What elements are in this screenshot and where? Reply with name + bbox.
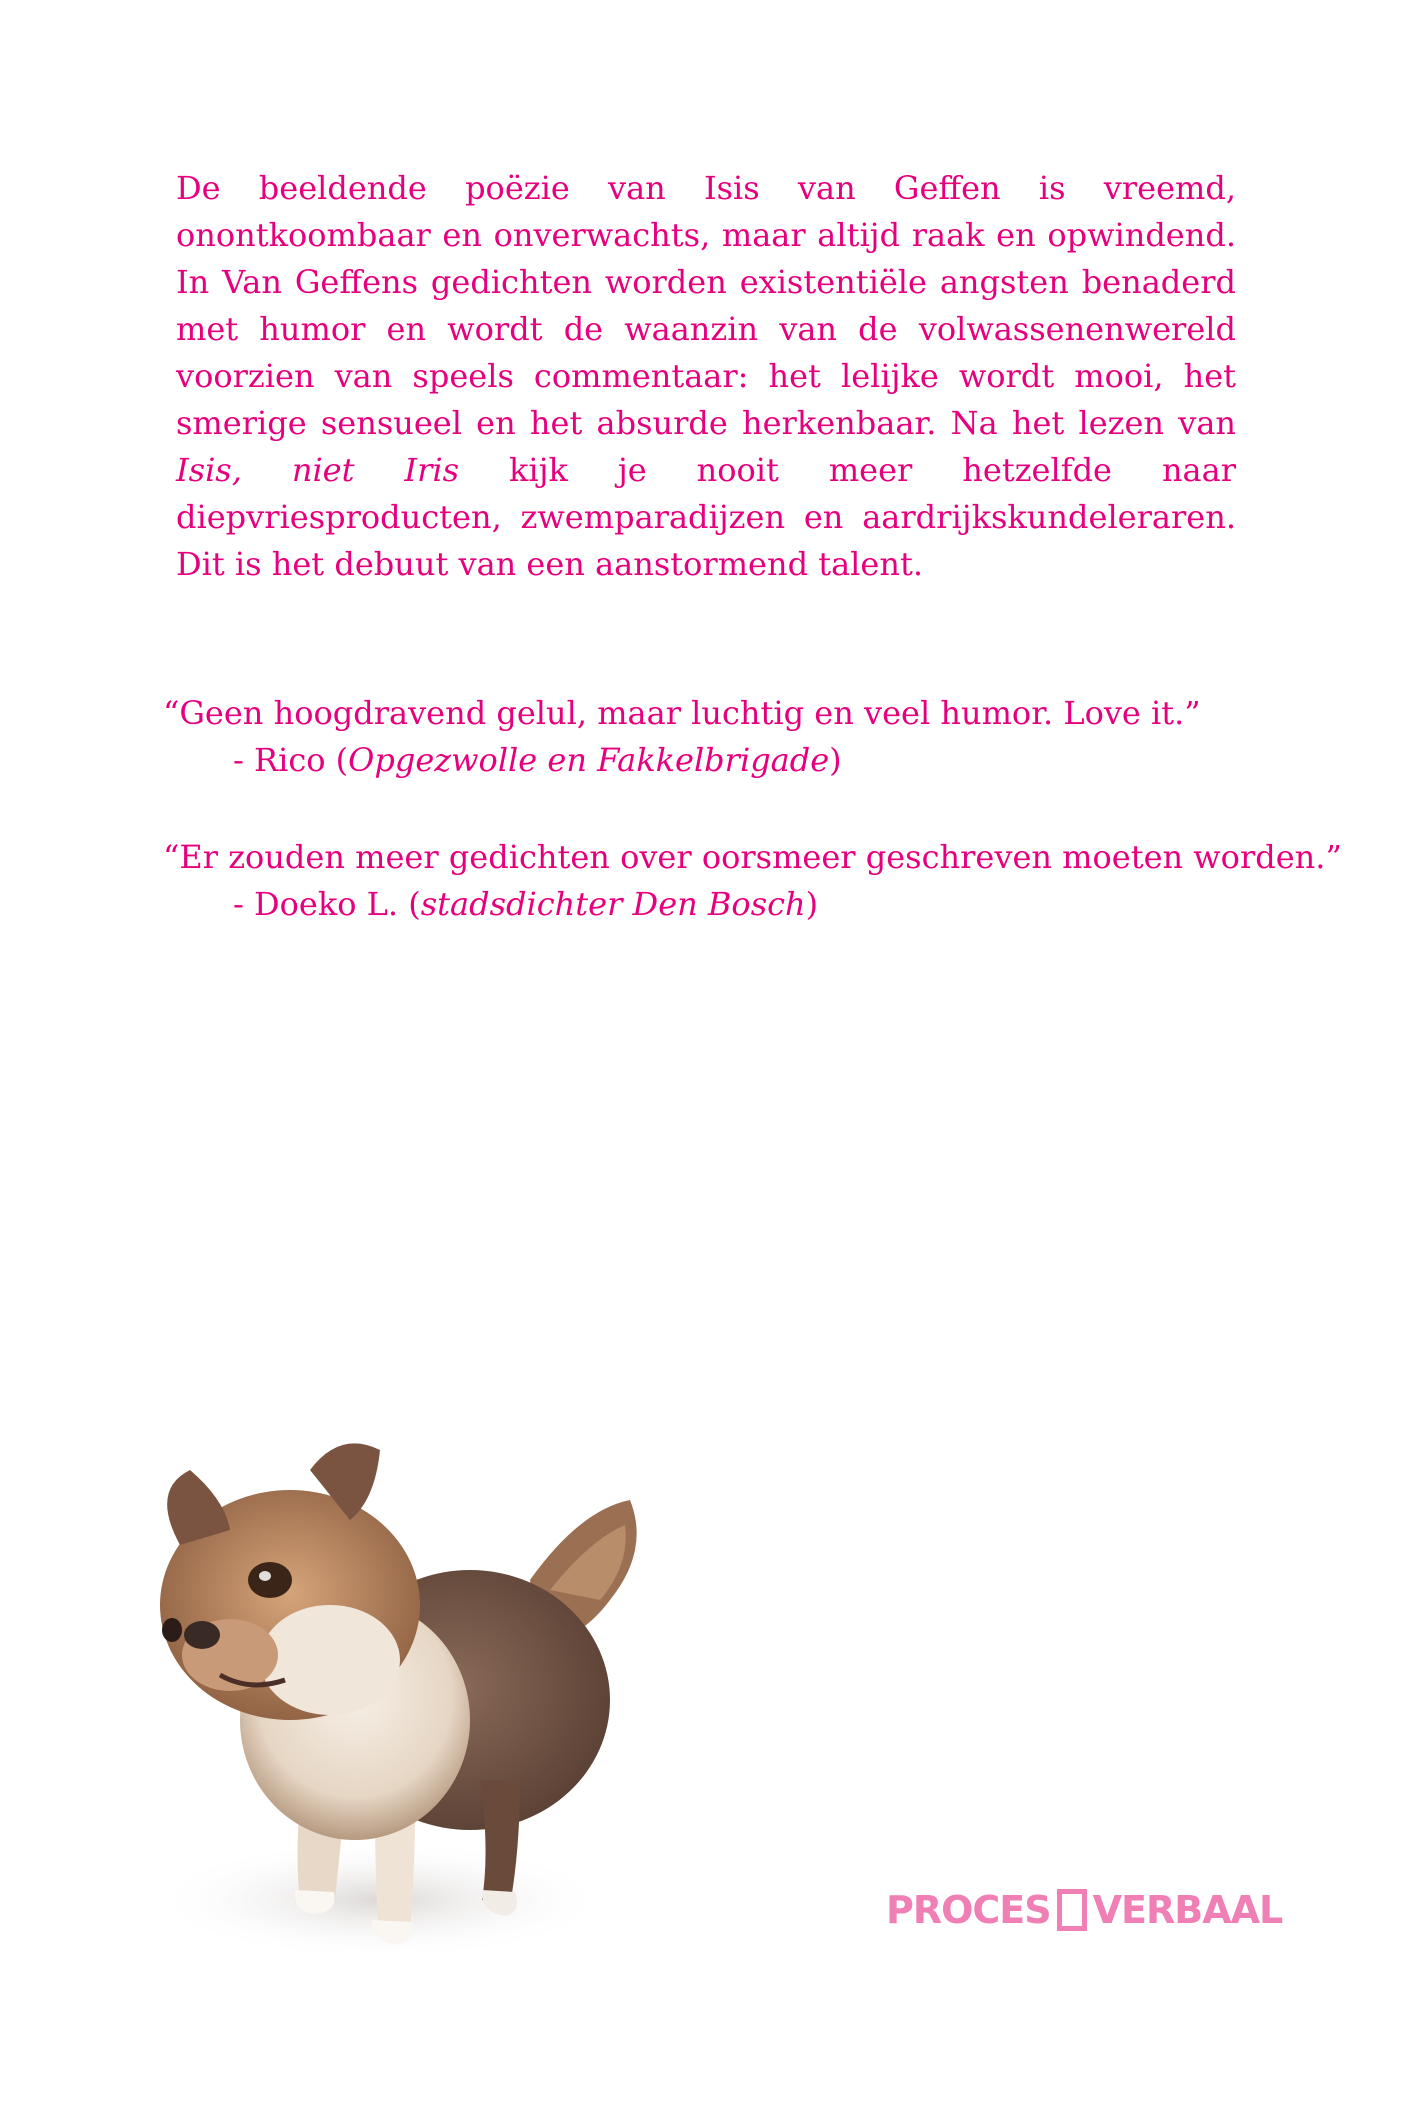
quote-attribution xyxy=(163,881,1263,928)
blurb-part-2: kijk je nooit meer hetzelfde naar diepvriesproducten, zwemparadijzen en aardrijkskundeleraren. Dit is het debuut van een aanstormend talent. xyxy=(176,451,1236,583)
quote-text: “Er zouden meer gedichten over oorsmeer geschreven moeten worden.” xyxy=(163,838,1342,876)
attribution-prefix: - Rico ( xyxy=(233,741,349,779)
review-quote-1 xyxy=(163,690,1263,784)
quote-attribution xyxy=(163,737,1263,784)
attribution-suffix: ) xyxy=(829,741,842,779)
attribution-source: Opgezwolle en Fakkelbrigade xyxy=(348,741,830,779)
publisher-logo xyxy=(886,1882,1282,1938)
attribution-prefix: - Doeko L. ( xyxy=(233,885,421,923)
logo-box-icon xyxy=(1057,1889,1087,1931)
blurb-part-1: De beeldende poëzie van Isis van Geffen is vreemd, onontkoombaar en onverwachts, maar altijd raak en opwindend. In Van Geffens gedichten worden existentiële angsten benaderd met humor en wordt de waanzin van de volwassenenwereld voorzien van speels commentaar: het lelijke wordt mooi, het smerige sensueel en het absurde herkenbaar. Na het lezen van xyxy=(176,169,1236,442)
blurb-text xyxy=(176,165,1236,588)
chihuahua-dog-photo xyxy=(110,1430,730,2010)
publisher-word-proces: PROCES xyxy=(886,1888,1051,1932)
book-title: Isis, niet Iris xyxy=(176,451,460,489)
attribution-source: stadsdichter Den Bosch xyxy=(420,885,806,923)
publisher-word-verbaal: VERBAAL xyxy=(1092,1888,1283,1932)
review-quote-2 xyxy=(163,834,1342,928)
quote-text: “Geen hoogdravend gelul, maar luchtig en veel humor. Love it.” xyxy=(163,694,1201,732)
attribution-suffix: ) xyxy=(805,885,819,923)
